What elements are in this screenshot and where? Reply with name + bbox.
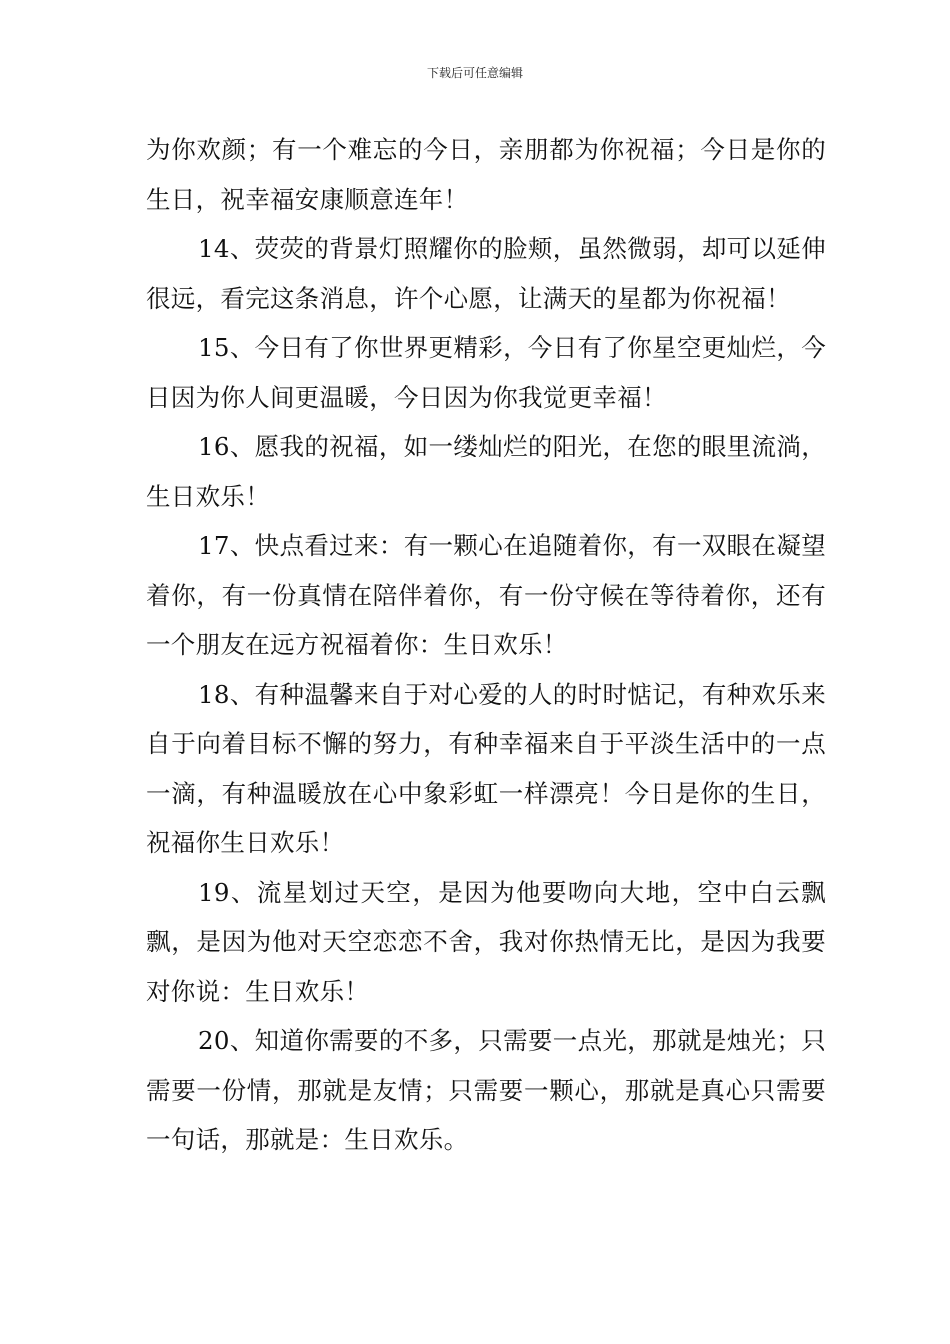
paragraph-17: 17、快点看过来：有一颗心在追随着你，有一双眼在凝望着你，有一份真情在陪伴着你，有一份守候在等待着你，还有一个朋友在远方祝福着你：生日欢乐！ <box>146 531 826 659</box>
paragraph-15: 15、今日有了你世界更精彩，今日有了你星空更灿烂，今日因为你人间更温暖，今日因为你我觉更幸福！ <box>146 333 826 412</box>
paragraph-16: 16、愿我的祝福，如一缕灿烂的阳光，在您的眼里流淌，生日欢乐！ <box>146 432 826 511</box>
paragraph-18: 18、有种温馨来自于对心爱的人的时时惦记，有种欢乐来自于向着目标不懈的努力，有种幸福来自于平淡生活中的一点一滴，有种温暖放在心中象彩虹一样漂亮！今日是你的生日，祝福你生日欢乐！ <box>146 679 826 857</box>
paragraph-19: 19、流星划过天空，是因为他要吻向大地，空中白云飘飘，是因为他对天空恋恋不舍，我对你热情无比，是因为我要对你说：生日欢乐！ <box>146 877 826 1006</box>
paragraph-14: 14、荧荧的背景灯照耀你的脸颊，虽然微弱，却可以延伸很远，看完这条消息，许个心愿，让满天的星都为你祝福！ <box>146 234 826 313</box>
page-header-note: 下载后可任意编辑 <box>426 66 523 80</box>
document-body <box>146 125 826 1165</box>
paragraph-20: 20、知道你需要的不多，只需要一点光，那就是烛光；只需要一份情，那就是友情；只需要一颗心，那就是真心只需要一句话，那就是：生日欢乐。 <box>146 1026 826 1154</box>
paragraph-continued: 为你欢颜；有一个难忘的今日，亲朋都为你祝福；今日是你的生日，祝幸福安康顺意连年！ <box>146 135 826 214</box>
